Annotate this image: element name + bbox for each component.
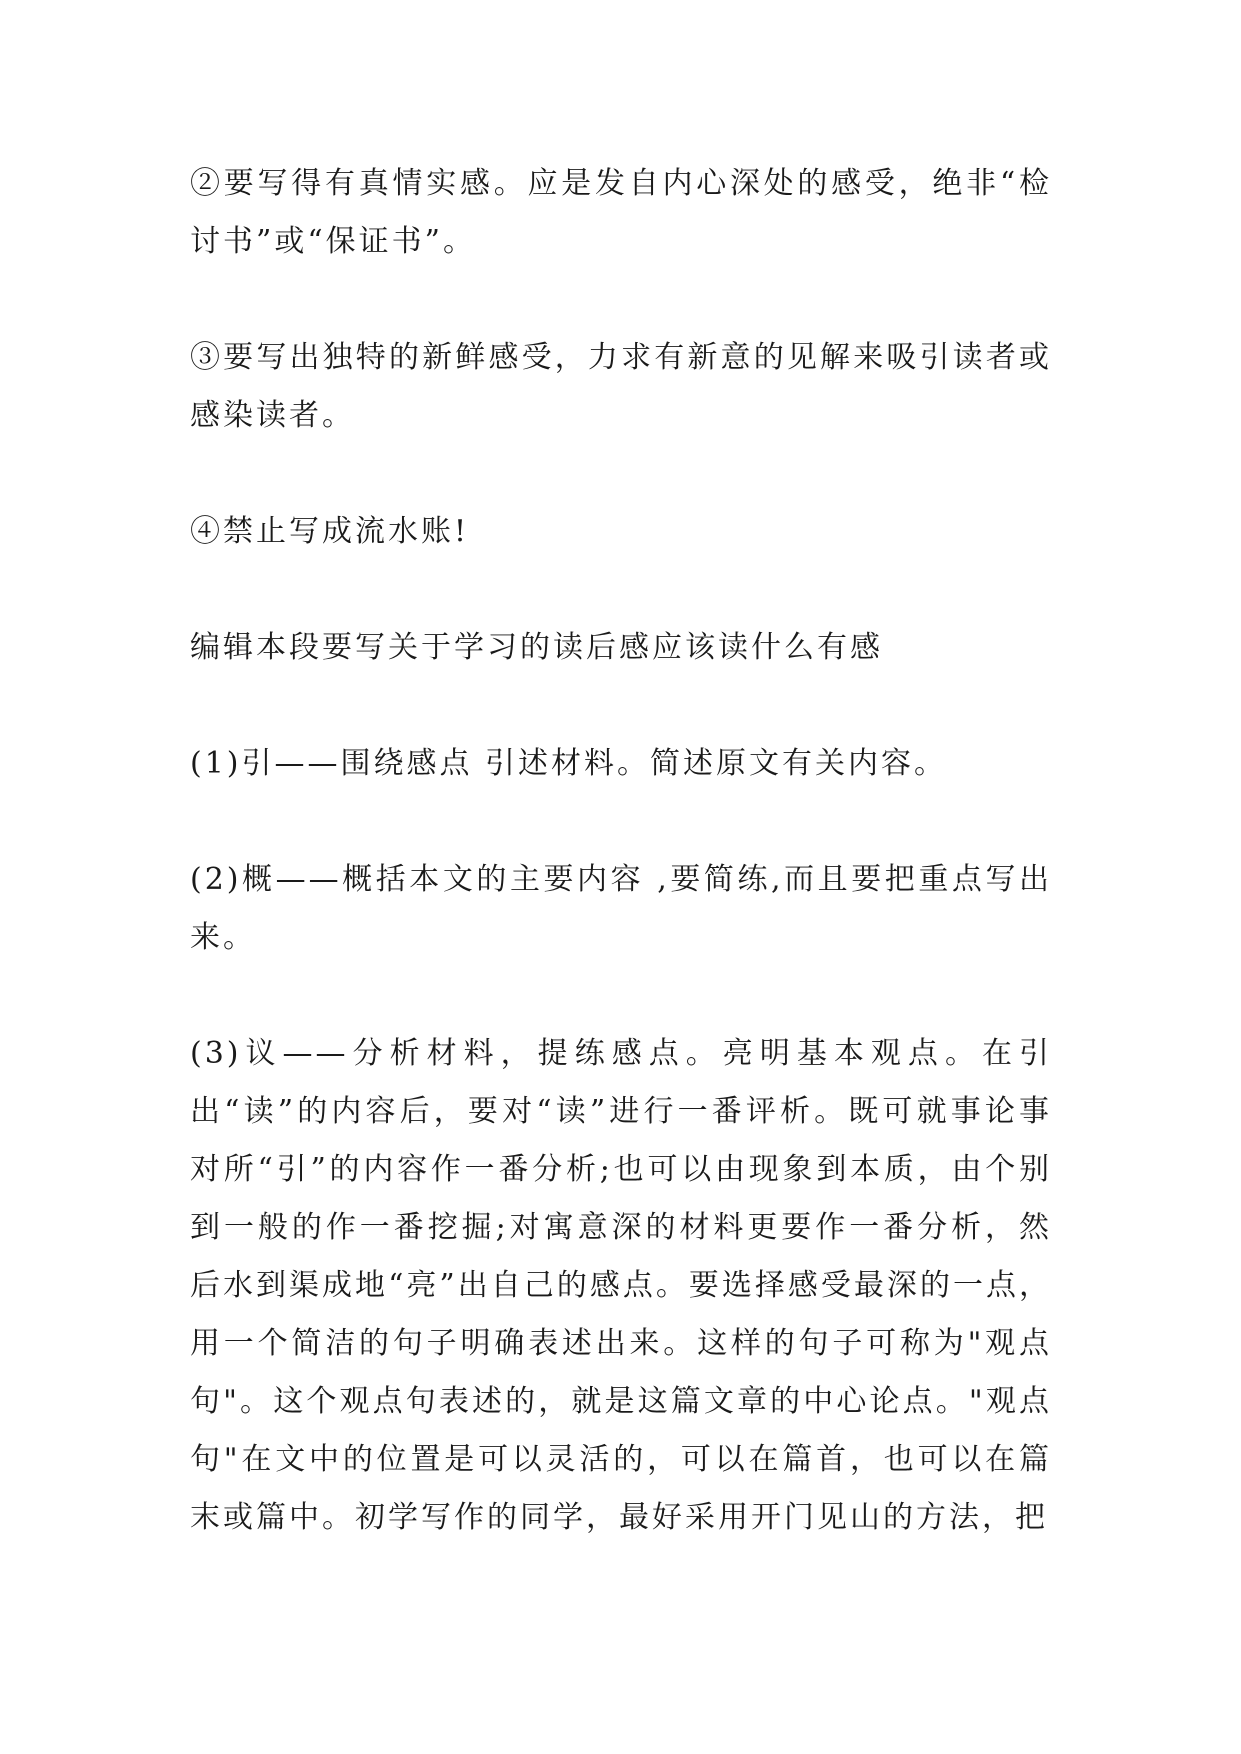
paragraph-step-summarize: (2)概——概括本文的主要内容 ,要简练,而且要把重点写出来。 bbox=[190, 862, 1052, 955]
paragraph-step-quote: (1)引——围绕感点 引述材料。简述原文有关内容。 bbox=[190, 746, 948, 781]
section-heading: 编辑本段要写关于学习的读后感应该读什么有感 bbox=[190, 630, 883, 665]
paragraph-no-chronicle: ④禁止写成流水账! bbox=[190, 514, 470, 549]
paragraph-unique-feelings: ③要写出独特的新鲜感受，力求有新意的见解来吸引读者或感染读者。 bbox=[190, 340, 1052, 433]
paragraph-step-discuss: (3)议——分析材料，提练感点。亮明基本观点。在引出“读”的内容后，要对“读”进行一番评析。既可就事论事对所“引”的内容作一番分析;也可以由现象到本质，由个别到一般的作一番挖掘;对寓意深的材料更要作一番分析，然后水到渠成地“亮”出自己的感点。要选择感受最深的一点，用一个简洁的句子明确表述出来。这样的句子可称为"观点句"。这个观点句表述的，就是这篇文章的中心论点。"观点句"在文中的位置是可以灵活的，可以在篇首，也可以在篇末或篇中。初学写作的同学，最好采用开门见山的方法，把 bbox=[190, 1036, 1052, 1535]
paragraph-true-feelings: ②要写得有真情实感。应是发自内心深处的感受，绝非“检讨书”或“保证书”。 bbox=[190, 166, 1052, 259]
document-body bbox=[190, 155, 1052, 1547]
